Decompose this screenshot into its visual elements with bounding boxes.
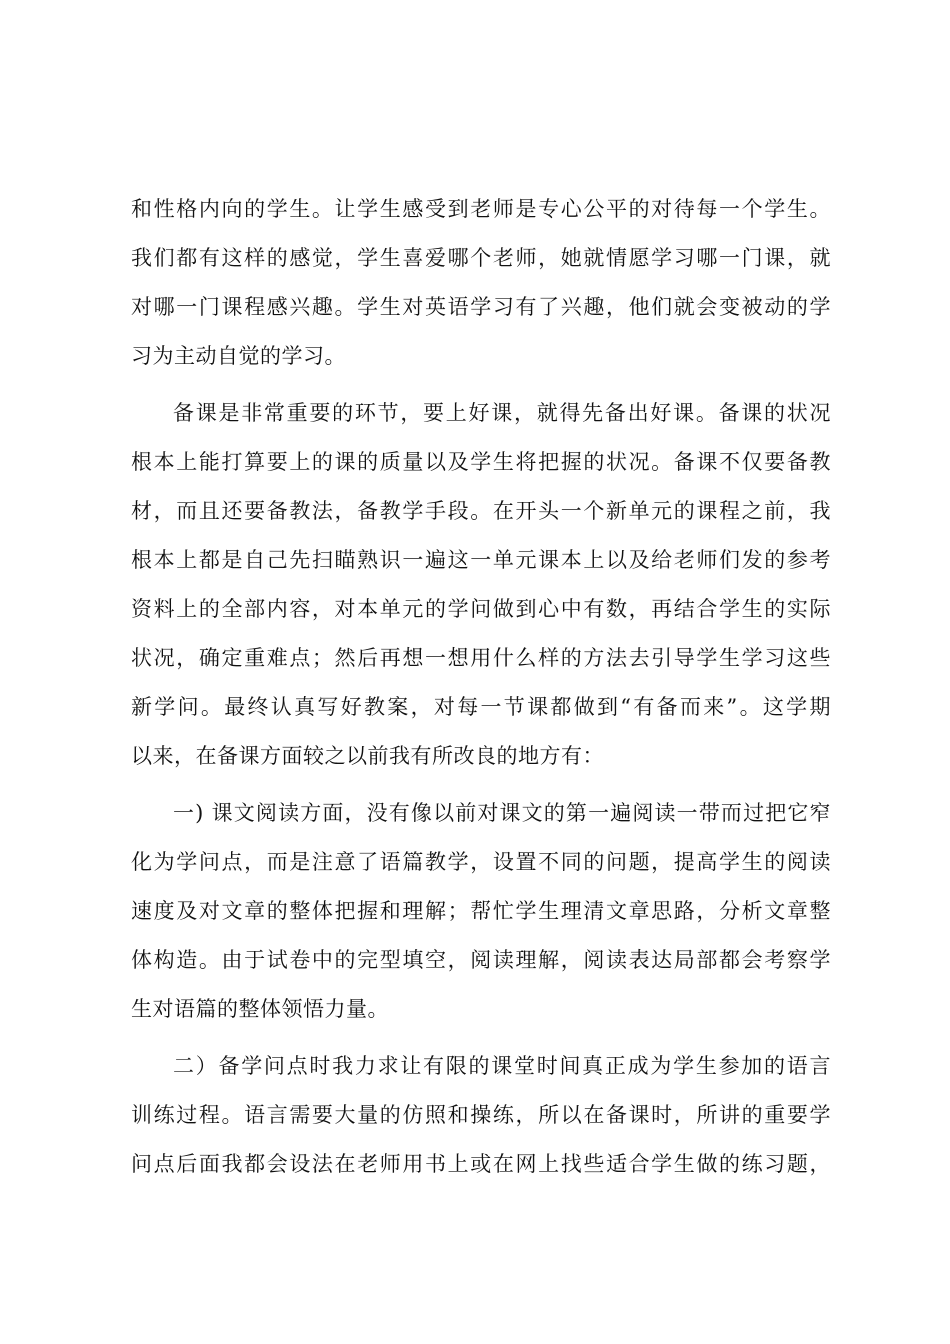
text-line: 状况，确定重难点；然后再想一想用什么样的方法去引导学生学习这些 <box>131 646 831 670</box>
text-line: 习为主动自觉的学习。 <box>131 344 346 368</box>
text-line: 根本上都是自己先扫瞄熟识一遍这一单元课本上以及给老师们发的参考 <box>131 548 831 572</box>
text-line: 对哪一门课程感兴趣。学生对英语学习有了兴趣，他们就会变被动的学 <box>131 295 831 319</box>
text-line: 材，而且还要备教法，备教学手段。在开头一个新单元的课程之前，我 <box>131 499 831 523</box>
text-line: 体构造。由于试卷中的完型填空，阅读理解，阅读表达局部都会考察学 <box>131 948 831 972</box>
paragraph <box>131 789 831 1034</box>
text-line: 以来，在备课方面较之以前我有所改良的地方有： <box>131 744 604 768</box>
text-line: 化为学问点，而是注意了语篇教学，设置不同的问题，提高学生的阅读 <box>131 850 831 874</box>
paragraph <box>131 185 831 381</box>
document-body <box>131 185 831 1197</box>
text-line: 新学问。最终认真写好教案，对每一节课都做到“有备而来”。这学期 <box>131 695 831 719</box>
text-line: 备课是非常重要的环节，要上好课，就得先备出好课。备课的状况 <box>173 401 831 425</box>
text-line: 和性格内向的学生。让学生感受到老师是专心公平的对待每一个学生。 <box>131 197 831 221</box>
text-line: 根本上能打算要上的课的质量以及学生将把握的状况。备课不仅要备教 <box>131 450 831 474</box>
text-line: 速度及对文章的整体把握和理解；帮忙学生理清文章思路，分析文章整 <box>131 899 831 923</box>
paragraph <box>131 389 831 781</box>
text-line: 我们都有这样的感觉，学生喜爱哪个老师，她就情愿学习哪一门课，就 <box>131 246 831 270</box>
paragraph <box>131 1042 831 1189</box>
text-line: 二）备学问点时我力求让有限的课堂时间真正成为学生参加的语言 <box>173 1054 831 1078</box>
text-line: 生对语篇的整体领悟力量。 <box>131 997 389 1021</box>
text-line: 资料上的全部内容，对本单元的学问做到心中有数，再结合学生的实际 <box>131 597 831 621</box>
text-line: 一) 课文阅读方面，没有像以前对课文的第一遍阅读一带而过把它窄 <box>173 801 831 825</box>
text-line: 训练过程。语言需要大量的仿照和操练，所以在备课时，所讲的重要学 <box>131 1103 831 1127</box>
text-line: 问点后面我都会设法在老师用书上或在网上找些适合学生做的练习题， <box>131 1152 831 1176</box>
